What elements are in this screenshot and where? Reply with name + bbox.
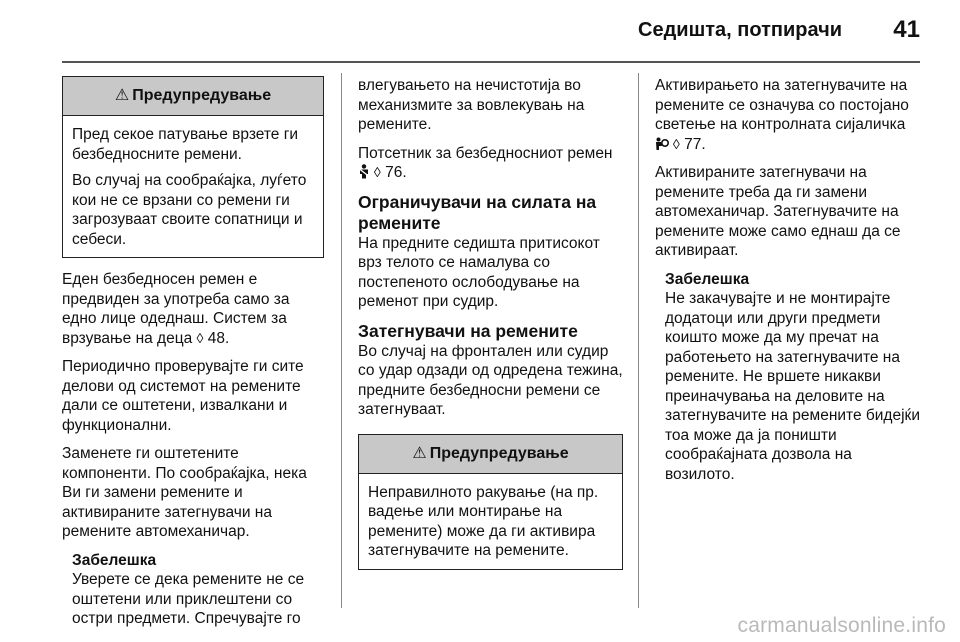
paragraph-continued: влегувањето на нечистотија во механизмите за вовлекувањ на ремените. <box>358 77 585 133</box>
paragraph-activation-indicator <box>655 76 922 154</box>
warning-triangle-icon: ⚠ <box>114 87 130 104</box>
column-2 <box>358 76 623 582</box>
section-heading-force-limiters: Ограничувачи на силата на ремените <box>358 191 597 233</box>
note-2 <box>655 270 922 485</box>
column-1 <box>62 76 324 638</box>
warning-triangle-icon: ⚠ <box>412 444 427 462</box>
page-reference-link[interactable]: 76. <box>385 164 407 181</box>
note-text: Не закачувајте и не монтирајте додатоци или други предмети коишто може да му пречат на работењето на затегнувачите на ремените. Не вршете никакви преиначувања на деловите на затегнувачите на ремените бидејќи тоа може да ја поништи сообраќајната дозвола на возилото. <box>665 290 920 483</box>
column-divider-1 <box>341 73 342 608</box>
warning-box-1 <box>62 76 324 258</box>
page-reference-arrow-icon: ◊ <box>373 164 381 180</box>
paragraph-text: Активирањето на затегнувачите на ремените се означува со постојано светење на контролната сијаличка <box>655 77 909 133</box>
airbag-pretensioner-icon <box>655 136 673 152</box>
note-1 <box>62 551 324 629</box>
page-header <box>0 0 960 62</box>
column-divider-2 <box>638 73 639 608</box>
warning-body <box>359 474 622 569</box>
warning-title: Предупредување <box>429 444 569 462</box>
page-reference-arrow-icon: ◊ <box>196 329 204 346</box>
paragraph-child-restraint <box>62 270 324 348</box>
section-heading-pretensioners: Затегнувачи на ремените <box>358 320 578 341</box>
warning-header <box>63 77 323 116</box>
page-number: 41 <box>893 16 920 43</box>
note-text: Уверете се дека ремените не се оштетени или приклештени со остри предмети. Спречувајте го <box>72 571 305 627</box>
watermark: carmanualsonline.info <box>737 614 946 637</box>
seatbelt-reminder-icon <box>358 164 374 180</box>
paragraph-text: Потсетник за безбедносниот ремен <box>358 144 613 162</box>
warning-paragraph: Во случај на сообраќајка, луѓето кои не се врзани со ремени ги загрозуваат своите сопатници и себеси. <box>72 172 307 248</box>
column-3 <box>655 76 922 493</box>
header-divider <box>62 61 920 63</box>
warning-title: Предупредување <box>132 87 272 104</box>
note-title: Забелешка <box>665 270 750 288</box>
warning-body <box>63 116 323 257</box>
warning-box-2 <box>358 434 623 570</box>
page-reference-link[interactable]: 77. <box>684 135 706 153</box>
note-title: Забелешка <box>72 551 157 569</box>
paragraph-seatbelt-reminder <box>358 144 623 183</box>
page-title: Седишта, потпирачи <box>638 19 842 41</box>
paragraph-text: Еден безбедносен ремен е предвиден за употреба само за едно лице одеднаш. Систем за врзување на деца <box>62 271 290 347</box>
warning-header <box>359 435 622 474</box>
paragraph-replacement: Активираните затегнувачи на ремените треба да ги замени автомеханичар. Затегнувачите на ремените може само еднаш да се активираат. <box>655 164 901 259</box>
page-reference-arrow-icon: ◊ <box>672 135 680 152</box>
paragraph-inspection: Периодично проверувајте ги сите делови од системот на ремените дали се оштетени, извалкани и функционални. <box>62 358 304 434</box>
page-reference-link[interactable]: 48. <box>207 329 230 347</box>
section-text: На предните седишта притисокот врз телото се намалува со постепеното ослободување на ременот при судир. <box>358 234 600 310</box>
warning-paragraph: Пред секое патување врзете ги безбедносните ремени. <box>72 126 299 163</box>
section-text: Во случај на фронтален или судир со удар одзади од одредена тежина, предните безбедносни ремени се затегнуваат. <box>358 342 623 418</box>
paragraph-replacement: Заменете ги оштетените компоненти. По сообраќајка, нека Ви ги замени ремените и активираните затегнувачи на ремените автомеханичар. <box>62 445 307 540</box>
warning-paragraph: Неправилното ракување (на пр. вадење или монтирање на ремените) може да ги активира затегнувачите на ремените. <box>368 483 599 559</box>
